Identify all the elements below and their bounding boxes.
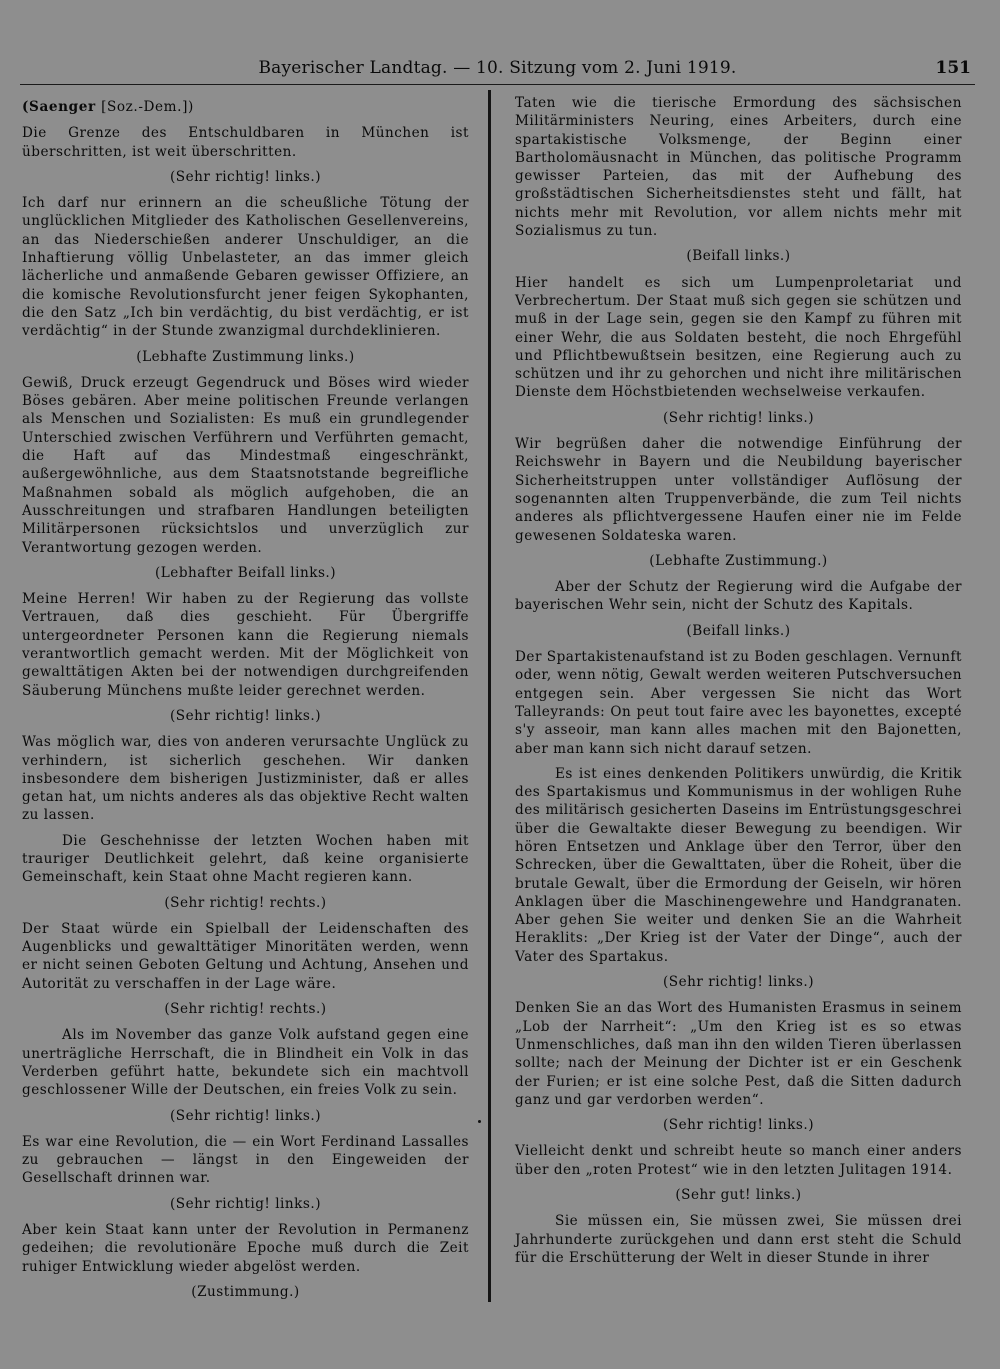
paragraph: Taten wie die tierische Ermordung des sächsischen Militärministers Neuring, eines Arbeiters, durch eine spartakistische Volksmenge, der Beginn einer Bartholomäusnacht in München, das politische Programm gewisser Parteien, das mit der Aufhebung des großstädtischen Sicherheitsdienstes steht und fällt, hat nichts mehr mit Revolution, vor allem nichts mehr mit Sozialismus zu tun. (515, 95, 962, 240)
print-speck (478, 1120, 481, 1123)
paragraph: Es war eine Revolution, die — ein Wort Ferdinand Lassalles zu gebrauchen — längst in den Eingeweiden der Gesellschaft drinnen war. (22, 1133, 469, 1187)
paragraph: Die Geschehnisse der letzten Wochen haben mit trauriger Deutlichkeit gelehrt, daß keine organisierte Gemeinschaft, kein Staat ohne Macht regieren kann. (22, 832, 469, 886)
paragraph: Die Grenze des Entschuldbaren in München ist überschritten, ist weit überschritten. (22, 125, 469, 160)
left-column (22, 94, 469, 1309)
paragraph: Der Spartakistenaufstand ist zu Boden geschlagen. Vernunft oder, wenn nötig, Gewalt werden weiteren Putschversuchen entgegen sein. Aber vergessen Sie nicht das Wort Talleyrands: On peut tout faire avec les bayonettes, excepté s'y asseoir, man kann alles machen mit den Bajonetten, aber man kann sich nicht darauf setzen. (515, 649, 962, 757)
interjection: (Sehr richtig! links.) (169, 168, 322, 185)
paragraph: Als im November das ganze Volk aufstand gegen eine unerträgliche Herrschaft, die in Blindheit ein Volk in das Verderben geführt hatte, bekundete sich ein machtvoll geschlossener Wille der Deutschen, ein freies Volk zu sein. (22, 1027, 469, 1099)
interjection: (Lebhafte Zustimmung links.) (136, 348, 355, 365)
speaker-name (22, 98, 469, 116)
paragraph: Aber kein Staat kann unter der Revolution in Permanenz gedeihen; die revolutionäre Epoche muß durch die Zeit ruhiger Entwicklung wieder abgelöst werden. (22, 1222, 469, 1275)
paragraph: Der Staat würde ein Spielball der Leidenschaften des Augenblicks und gewalttätiger Minoritäten werden, wenn er nicht seinen Geboten Geltung und Achtung, Ansehen und Autorität zu verschaffen in der Lage wäre. (22, 920, 469, 992)
paragraph: Es ist eines denkenden Politikers unwürdig, die Kritik des Spartakismus und Kommunismus in der wohligen Ruhe des militärisch gesicherten Daseins im Entrüstungsgeschrei über die Gewaltakte dieser Bewegung zu beendigen. Wir hören Entsetzen und Anklage über den Terror, über den Schrecken, über die Gewalttaten, über die Roheit, über die brutale Gewalt, über die Ermordung der Geiseln, wir hören Anklagen über die Maschinengewehre und Handgranaten. Aber gehen Sie weiter und denken Sie an die Wahrheit Heraklits: „Der Krieg ist der Vater der Dinge“, auch der Vater des Spartakus. (515, 765, 962, 965)
page-number: 151 (935, 58, 971, 78)
interjection: (Sehr richtig! links.) (169, 707, 322, 724)
interjection: (Beifall links.) (686, 622, 791, 639)
paragraph: Ich darf nur erinnern an die scheußliche Tötung der unglücklichen Mitglieder des Katholischen Gesellenvereins, an das Niederschießen anderer Unschuldiger, an die Inhaftierung völlig Unbelasteter, an das immer gleich lächerliche und anmaßende Gebaren gewisser Offiziere, an die komische Revolutionsfurcht jener feigen Sykophanten, die den Satz „Ich bin verdächtig, du bist verdächtig, er ist verdächtig“ in der Stunde zwanzigmal durchdeklinieren. (22, 195, 469, 340)
interjection: (Sehr richtig! links.) (169, 1107, 322, 1124)
interjection: (Lebhafter Beifall links.) (154, 564, 337, 581)
paragraph: Sie müssen ein, Sie müssen zwei, Sie müssen drei Jahrhunderte zurückgehen und dann erst steht die Schuld für die Erschütterung der Welt in dieser Stunde in ihrer (515, 1213, 962, 1266)
paragraph: Wir begrüßen daher die notwendige Einführung der Reichswehr in Bayern und die Neubildung bayerischer Sicherheitstruppen unter vollständiger Auflösung der sogenannten alten Truppenverbände, die zum Teil nichts anderes als pflichtvergessene Haufen einer nie im Felde gewesenen Soldateska waren. (515, 436, 962, 544)
interjection: (Sehr richtig! links.) (662, 1117, 815, 1134)
interjection: (Beifall links.) (686, 248, 791, 265)
right-column (515, 94, 962, 1274)
paragraph: Aber der Schutz der Regierung wird die Aufgabe der bayerischen Wehr sein, nicht der Schutz des Kapitals. (515, 579, 962, 614)
interjection: (Sehr richtig! links.) (662, 409, 815, 426)
interjection: (Sehr richtig! links.) (662, 974, 815, 991)
column-divider (488, 90, 491, 1302)
header-title: Bayerischer Landtag. — 10. Sitzung vom 2. Juni 1919. (258, 58, 737, 78)
interjection: (Sehr gut! links.) (675, 1187, 802, 1204)
paragraph: Vielleicht denkt und schreibt heute so manch einer anders über den „roten Protest“ wie in den letzten Julitagen 1914. (515, 1143, 962, 1178)
speaker-party: [Soz.-Dem.]) (101, 99, 194, 115)
paragraph: Was möglich war, dies von anderen verursachte Unglück zu verhindern, ist sicherlich geschehen. Wir danken insbesondere dem bisherigen Justizminister, daß er alles getan hat, um nichts anderes als das objektive Recht walten zu lassen. (22, 734, 469, 824)
paragraph: Denken Sie an das Wort des Humanisten Erasmus in seinem „Lob der Narrheit“: „Um den Krieg ist es so etwas Unmenschliches, daß man ihn den wilden Tieren überlassen sollte; nach der Meinung der Dichter ist er ein Geschenk der Furien; er ist eine solche Pest, daß die Sitten dadurch ganz und gar verdorben werden“. (515, 1000, 962, 1108)
speaker-label: (Saenger (22, 99, 96, 115)
interjection: (Sehr richtig! links.) (169, 1195, 322, 1212)
paragraph: Gewiß, Druck erzeugt Gegendruck und Böses wird wieder Böses gebären. Aber meine politischen Freunde verlangen als Menschen und Sozialisten: Es muß ein grundlegender Unterschied zwischen Verführern und Verführten gemacht, die Haft auf das Mindestmaß eingeschränkt, außergewöhnliche, aus dem Staatsnotstande begreifliche Maßnahmen sobald als möglich aufgehoben, die an Ausschreitungen und strafbaren Handlungen beteiligten Militärpersonen rücksichtslos und unverzüglich zur Verantwortung gezogen werden. (22, 374, 469, 556)
interjection: (Zustimmung.) (191, 1283, 300, 1300)
paragraph: Meine Herren! Wir haben zu der Regierung das vollste Vertrauen, daß dies geschieht. Für Übergriffe untergeordneter Personen kann die Regierung niemals verantwortlich gemacht werden. Mit der Möglichkeit von gewalttätigen Akten bei der notwendigen durchgreifenden Säuberung Münchens mußte leider gerechnet werden. (22, 591, 469, 699)
paragraph: Hier handelt es sich um Lumpenproletariat und Verbrechertum. Der Staat muß sich gegen sie schützen und muß in der Lage sein, gegen sie den Kampf zu führen mit einer Wehr, die aus Soldaten besteht, die noch Ehrgefühl und Pflichtbewußtsein besitzen, eine Regierung auch zu schützen und ihr zu gehorchen und nicht ihre militärischen Dienste dem Höchstbietenden wechselweise verkaufen. (515, 274, 962, 401)
running-header (20, 54, 975, 85)
interjection: (Lebhafte Zustimmung.) (649, 552, 828, 569)
interjection: (Sehr richtig! rechts.) (164, 894, 327, 911)
interjection: (Sehr richtig! rechts.) (164, 1001, 327, 1018)
